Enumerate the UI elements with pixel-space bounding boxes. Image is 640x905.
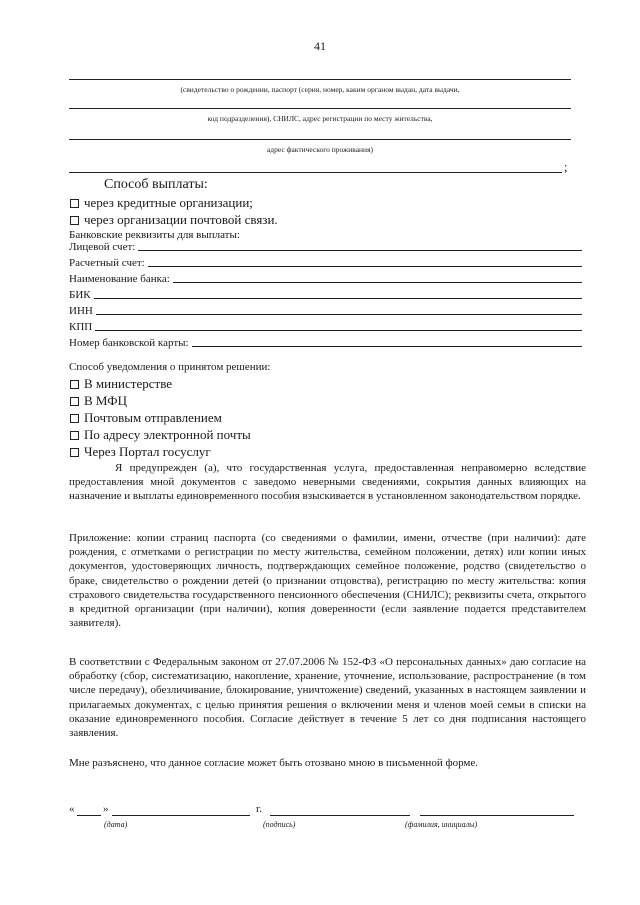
payment-option-credit[interactable]	[70, 196, 253, 209]
field-label: Наименование банка:	[69, 273, 170, 285]
checkbox-icon[interactable]	[70, 216, 79, 225]
notification-option-mail[interactable]	[70, 411, 222, 424]
field-label: Расчетный счет:	[69, 257, 145, 269]
page-number: 41	[314, 39, 326, 53]
payment-option-label: через кредитные организации;	[84, 195, 253, 210]
field-input-line[interactable]	[138, 250, 582, 251]
field-input-line[interactable]	[192, 346, 582, 347]
field-label: КПП	[69, 321, 93, 333]
checkbox-icon[interactable]	[70, 448, 79, 457]
caption-subdivision: код подразделения), СНИЛС, адрес регистрации по месту жительства,	[207, 114, 433, 123]
notification-option-label: В министерстве	[84, 376, 173, 391]
field-label: Номер банковской карты:	[69, 337, 189, 349]
field-bank-name[interactable]	[69, 271, 582, 285]
field-personal-account[interactable]	[69, 239, 582, 253]
field-label: ИНН	[69, 305, 93, 317]
notification-option-gosuslugi[interactable]	[70, 445, 211, 458]
field-kpp[interactable]	[69, 319, 582, 333]
notification-option-mfc[interactable]	[70, 394, 127, 407]
field-input-line[interactable]	[95, 330, 582, 331]
date-month-line[interactable]	[112, 815, 250, 816]
line-end-mark: ;	[564, 160, 568, 174]
signature-caption: (подпись)	[263, 820, 296, 829]
field-bik[interactable]	[69, 287, 582, 301]
payment-option-label: через организации почтовой связи.	[84, 212, 278, 227]
applicant-subdivision-line[interactable]	[69, 108, 571, 109]
notification-option-label: Почтовым отправлением	[84, 410, 222, 425]
notification-option-label: Через Портал госуслуг	[84, 444, 211, 459]
bank-heading: Банковские реквизиты для выплаты:	[69, 229, 240, 241]
payment-heading: Способ выплаты:	[104, 177, 208, 192]
warning-paragraph: Я предупрежден (а), что государственная услуга, предоставленная неправомерно вследствие предоставления мной документов с заведомо неверными сведениями, сокрытия данных влияющих на назначение и выплаты единовременного пособия взыскивается в установленном законодательством порядке.	[69, 462, 586, 503]
notification-option-label: По адресу электронной почты	[84, 427, 251, 442]
field-inn[interactable]	[69, 303, 582, 317]
date-close-quote: »	[103, 803, 109, 815]
notification-option-email[interactable]	[70, 428, 251, 441]
attachment-paragraph: Приложение: копии страниц паспорта (со сведениями о фамилии, имени, отчестве (при наличии): дате рождения, с отметками о регистрации по месту жительства, семейном положении, детях) или копии иных документов, удостоверяющих личность, подтверждающих семейное положение, родство (свидетельство о браке, свидетельство о рождении детей (о признании отцовства), регистрацию по месту жительства: копия страхового свидетельства государственного пенсионного обеспечения (СНИЛС); реквизиты счета, открытого в кредитной организации (при наличии), копия доверенности (если заявление подается представителем заявителя).	[69, 532, 586, 630]
full-name-line[interactable]	[420, 815, 574, 816]
applicant-address-line[interactable]	[69, 172, 562, 173]
checkbox-icon[interactable]	[70, 380, 79, 389]
applicant-doc-line[interactable]	[69, 79, 571, 80]
date-day-line[interactable]	[77, 815, 101, 816]
date-caption: (дата)	[104, 820, 128, 829]
revocation-note: Мне разъяснено, что данное согласие может быть отозвано мною в письменной форме.	[69, 757, 479, 769]
caption-actual-address: адрес фактического проживания)	[266, 145, 374, 154]
notification-option-label: В МФЦ	[84, 393, 127, 408]
signature-line[interactable]	[270, 815, 410, 816]
field-label: БИК	[69, 289, 91, 301]
field-card-number[interactable]	[69, 335, 582, 349]
notification-heading: Способ уведомления о принятом решении:	[69, 361, 271, 373]
field-input-line[interactable]	[96, 314, 582, 315]
applicant-registration-line[interactable]	[69, 139, 571, 140]
date-open-quote: «	[69, 803, 75, 815]
field-input-line[interactable]	[173, 282, 582, 283]
checkbox-icon[interactable]	[70, 414, 79, 423]
field-label: Лицевой счет:	[69, 241, 136, 253]
notification-option-ministry[interactable]	[70, 377, 172, 390]
consent-paragraph: В соответствии с Федеральным законом от 27.07.2006 № 152-ФЗ «О персональных данных» даю согласие на обработку (сбор, систематизацию, накопление, хранение, уточнение, использование, распространение (в том числе передачу), обезличивание, блокирование, уничтожение) сведений, указанных в настоящем заявлении и прилагаемых документах, с целью принятия решения о включении меня и членов моей семьи в списки на оказание единовременного пособия. Согласие действует в течение 5 лет со дня подписания настоящего заявления.	[69, 656, 586, 740]
field-settlement-account[interactable]	[69, 255, 582, 269]
full-name-caption: (фамилия, инициалы)	[405, 820, 478, 829]
checkbox-icon[interactable]	[70, 397, 79, 406]
caption-documents: (свидетельство о рождении, паспорт (серия, номер, каким органом выдан, дата выдачи,	[180, 85, 460, 94]
payment-option-post[interactable]	[70, 213, 278, 226]
checkbox-icon[interactable]	[70, 431, 79, 440]
year-suffix: г.	[256, 803, 263, 815]
field-input-line[interactable]	[94, 298, 582, 299]
checkbox-icon[interactable]	[70, 199, 79, 208]
field-input-line[interactable]	[148, 266, 582, 267]
